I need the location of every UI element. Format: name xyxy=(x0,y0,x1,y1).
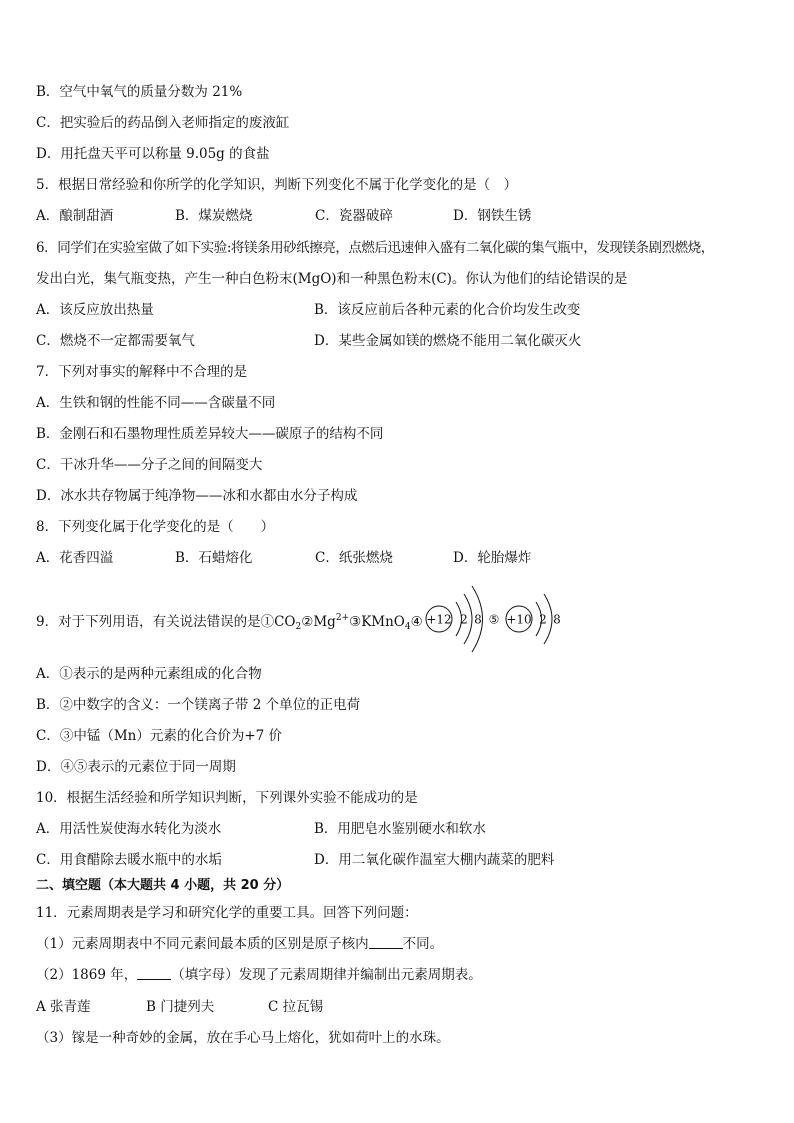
q11-part-3: （3）镓是一种奇妙的金属，放在手心马上熔化，犹如荷叶上的水珠。 xyxy=(36,1030,450,1046)
q11-part-2-text-end: （填字母）发现了元素周期律并编制出元素周期表。 xyxy=(171,967,482,983)
question-5-stem: 5．根据日常经验和你所学的化学知识，判断下列变化不属于化学变化的是（ ） xyxy=(36,177,518,193)
mg-ion-charge: 2+ xyxy=(335,613,350,623)
atom-5-shell-2-electrons: 8 xyxy=(553,612,561,627)
q9-option-c: C．③中锰（Mn）元素的化合价为+7 价 xyxy=(36,728,283,744)
atom-5-mark: ⑤ xyxy=(488,612,500,627)
q11-part-1-text: （1）元素周期表中不同元素间最本质的区别是原子核内 xyxy=(36,936,369,952)
question-6-stem-line2: 发出白光，集气瓶变热，产生一种白色粉末(MgO)和一种黑色粉末(C)。你认为他们的结论错误的是 xyxy=(36,271,628,287)
q5-option-b: B．煤炭燃烧 xyxy=(175,208,253,224)
kmno4-mark: ③KMnO xyxy=(349,614,405,630)
atom-5-shell-1-electrons: 2 xyxy=(539,612,547,627)
section-2-heading: 二、填空题（本大题共 4 小题，共 20 分） xyxy=(36,878,290,893)
q7-option-d: D．冰水共存物属于纯净物——冰和水都由水分子构成 xyxy=(36,488,358,504)
q11-option-b: B 门捷列夫 xyxy=(146,999,215,1015)
option-b-oxygen-fraction: B．空气中氧气的质量分数为 21% xyxy=(36,84,243,100)
q8-option-d: D．轮胎爆炸 xyxy=(453,550,532,566)
q11-option-c: C 拉瓦锡 xyxy=(268,999,324,1015)
q11-part-1-blank xyxy=(369,935,403,949)
question-9-stem xyxy=(36,609,423,636)
q11-part-2-text: （2）1869 年， xyxy=(36,967,138,983)
q7-option-b: B．金刚石和石墨物理性质差异较大——碳原子的结构不同 xyxy=(36,426,384,442)
neon-atom-diagram xyxy=(503,584,565,654)
question-7-stem: 7．下列对事实的解释中不合理的是 xyxy=(36,364,248,380)
q5-option-d: D．钢铁生锈 xyxy=(453,208,532,224)
q11-part-1 xyxy=(36,935,443,953)
q5-option-a: A．酿制甜酒 xyxy=(36,208,114,224)
q8-option-c: C．纸张燃烧 xyxy=(315,550,393,566)
option-d-balance: D．用托盘天平可以称量 9.05g 的食盐 xyxy=(36,146,270,162)
mg-ion-mark: ②Mg xyxy=(301,614,336,630)
q6-option-c: C．燃烧不一定都需要氧气 xyxy=(36,333,195,349)
magnesium-atom-diagram xyxy=(424,584,506,654)
q7-option-c: C．干冰升华——分子之间的间隔变大 xyxy=(36,457,263,473)
q11-option-a: A 张青莲 xyxy=(36,999,91,1015)
q6-option-d: D．某些金属如镁的燃烧不能用二氧化碳灭火 xyxy=(314,333,582,349)
question-8-stem: 8．下列变化属于化学变化的是（ ） xyxy=(36,519,275,535)
q10-option-a: A．用活性炭使海水转化为淡水 xyxy=(36,821,222,837)
atom-5-nucleus-label: +10 xyxy=(506,612,532,627)
q10-option-d: D．用二氧化碳作温室大棚内蔬菜的肥料 xyxy=(314,852,555,868)
q5-option-c: C．瓷器破碎 xyxy=(315,208,393,224)
q8-option-a: A．花香四溢 xyxy=(36,550,114,566)
q9-option-b: B．②中数字的含义：一个镁离子带 2 个单位的正电荷 xyxy=(36,697,361,713)
q11-part-2-blank xyxy=(137,966,171,980)
co2-subscript: 2 xyxy=(295,622,302,632)
q6-option-b: B．该反应前后各种元素的化合价均发生改变 xyxy=(314,302,581,318)
atom-4-shell-1-electrons: 2 xyxy=(460,612,468,627)
question-6-stem-line1: 6．同学们在实验室做了如下实验:将镁条用砂纸擦亮，点燃后迅速伸入盛有二氧化碳的集气瓶中，发现镁条剧烈燃烧， xyxy=(36,240,714,256)
q8-option-b: B．石蜡熔化 xyxy=(175,550,253,566)
q10-option-b: B．用肥皂水鉴别硬水和软水 xyxy=(314,821,486,837)
atom-4-mark: ④ xyxy=(410,614,423,630)
q11-part-1-text-end: 不同。 xyxy=(402,936,444,952)
q9-stem-text: 9．对于下列用语，有关说法错误的是①CO xyxy=(36,614,296,630)
option-c-waste-liquid: C．把实验后的药品倒入老师指定的废液缸 xyxy=(36,115,290,131)
question-10-stem: 10．根据生活经验和所学知识判断，下列课外实验不能成功的是 xyxy=(36,790,418,806)
q7-option-a: A．生铁和钢的性能不同——含碳量不同 xyxy=(36,395,276,411)
atom-4-nucleus-label: +12 xyxy=(426,612,452,627)
q9-option-d: D．④⑤表示的元素位于同一周期 xyxy=(36,759,236,775)
question-11-stem: 11．元素周期表是学习和研究化学的重要工具。回答下列问题： xyxy=(36,905,418,921)
atom-4-shell-2-electrons: 8 xyxy=(474,612,482,627)
q10-option-c: C．用食醋除去暖水瓶中的水垢 xyxy=(36,852,222,868)
q6-option-a: A．该反应放出热量 xyxy=(36,302,154,318)
q11-part-2 xyxy=(36,966,482,984)
q9-option-a: A．①表示的是两种元素组成的化合物 xyxy=(36,666,262,682)
kmno4-subscript: 4 xyxy=(404,622,411,632)
